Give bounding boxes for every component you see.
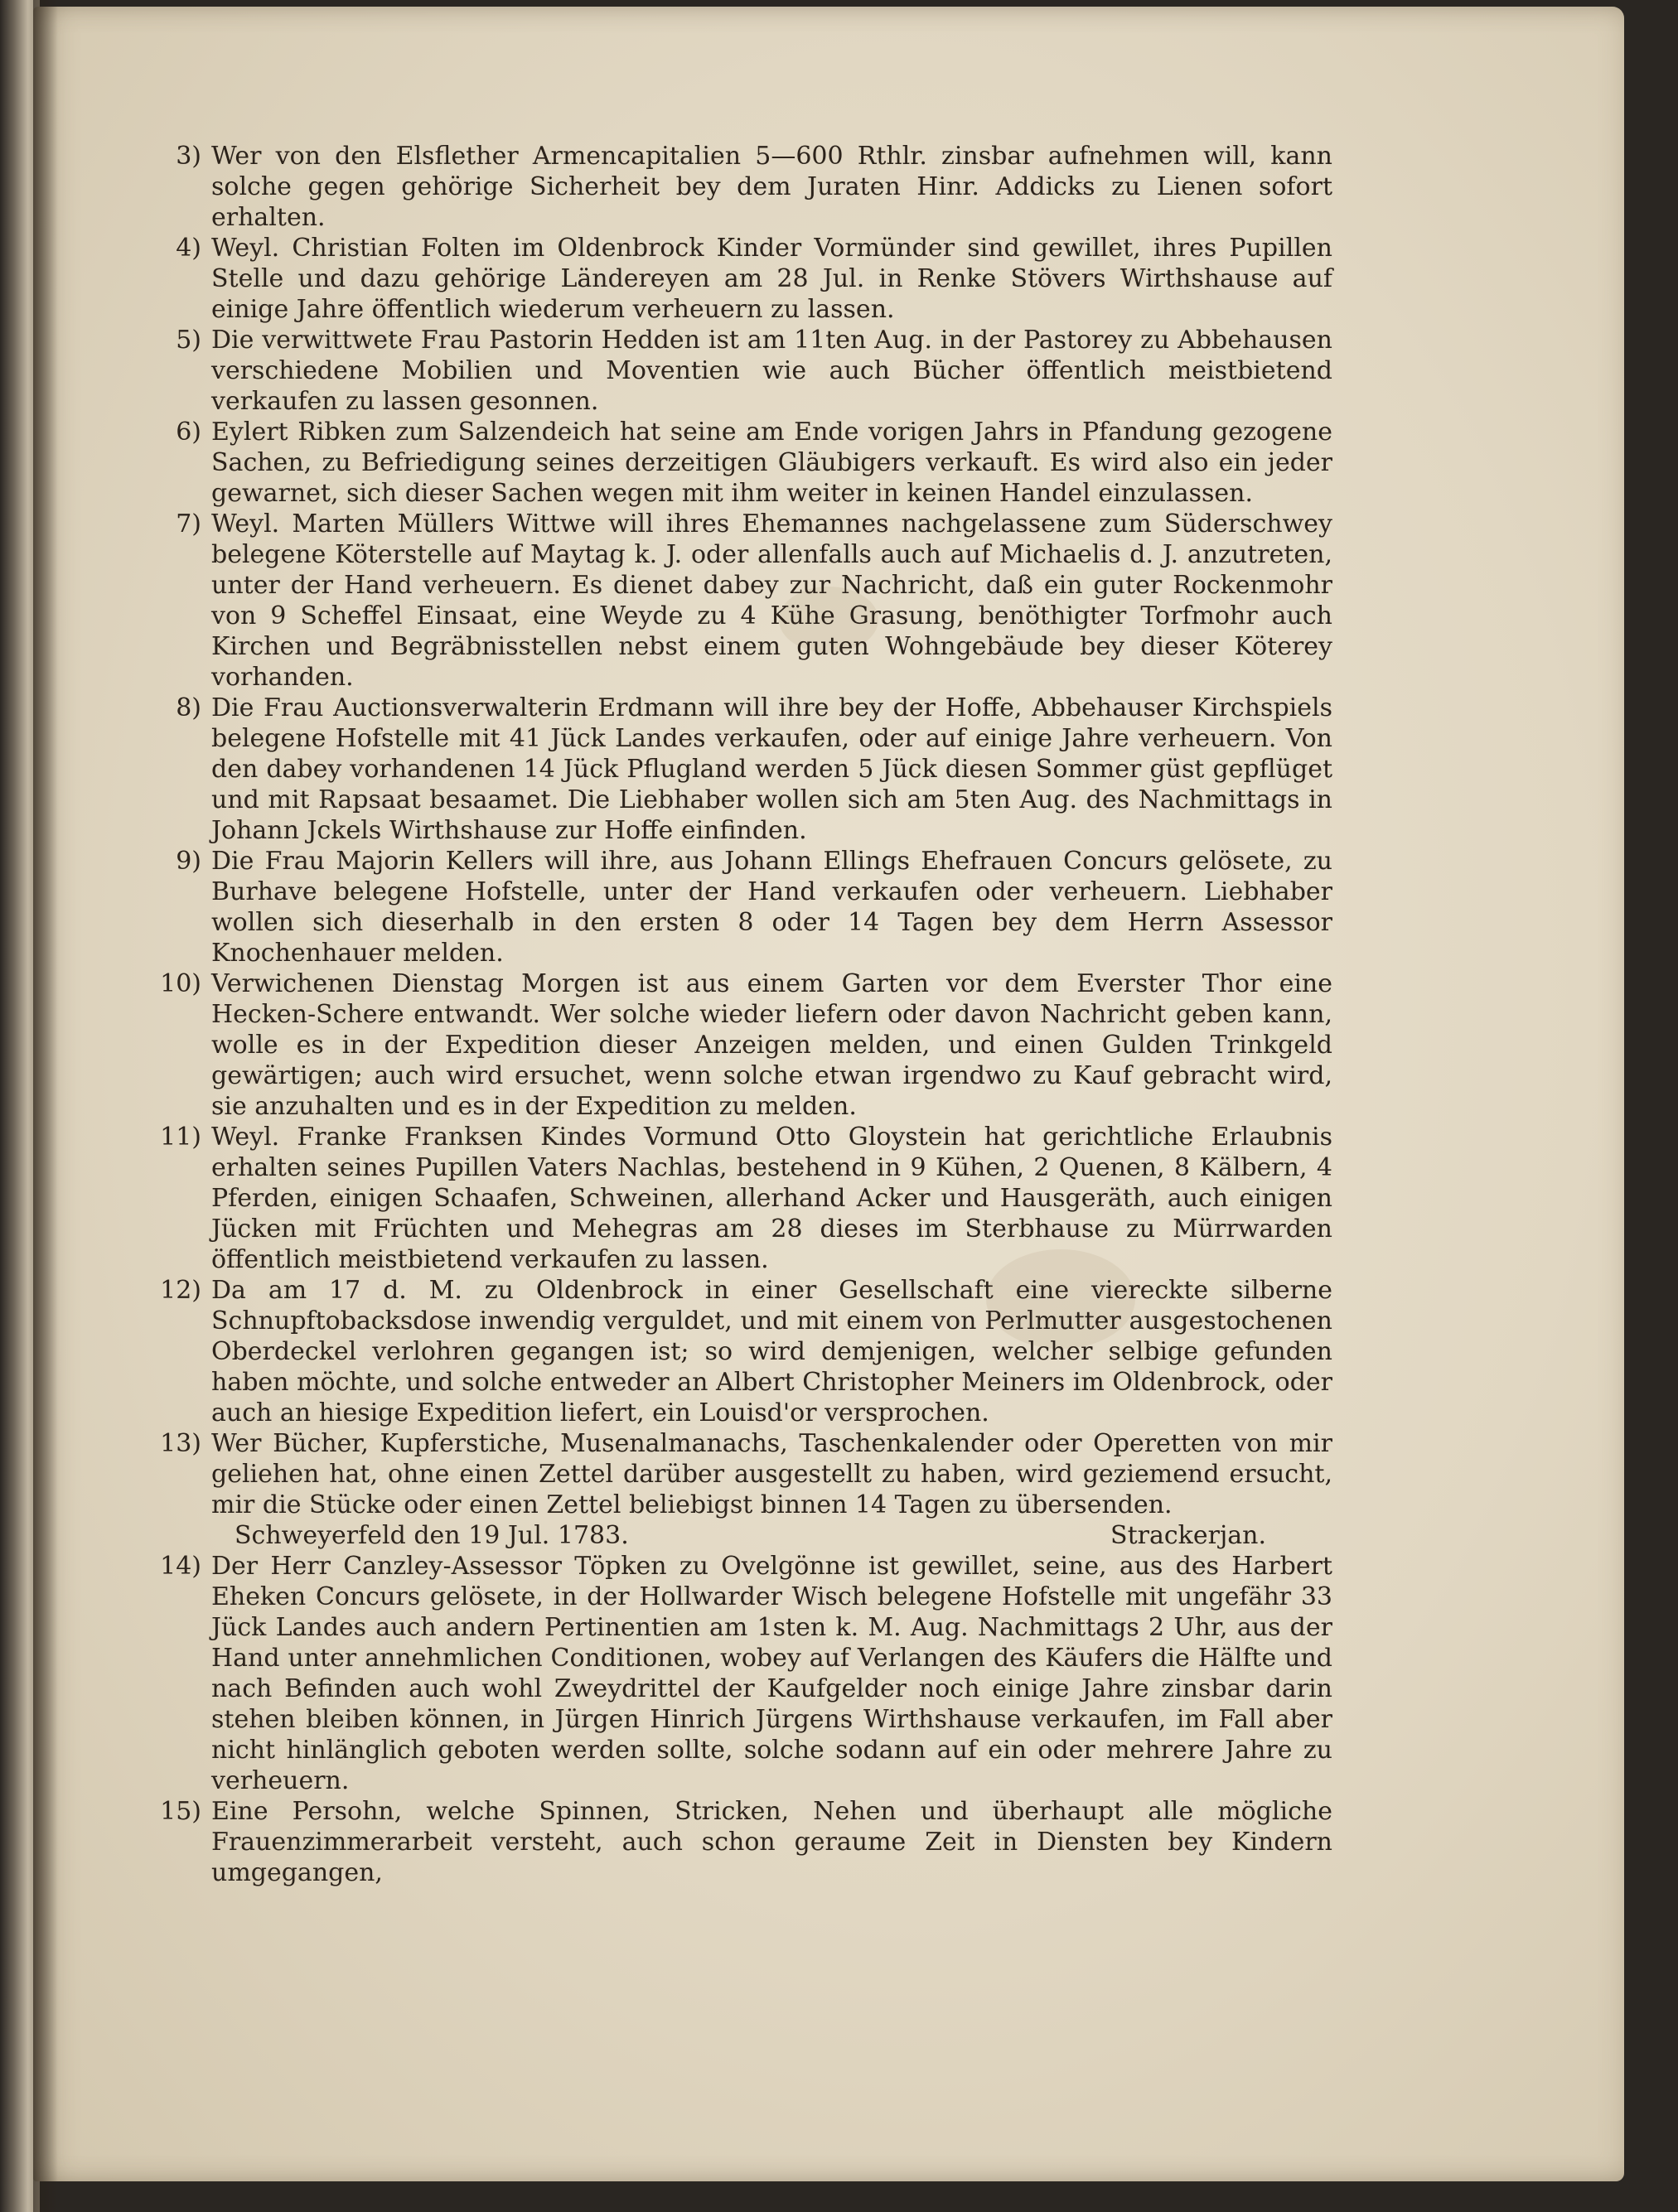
item-number: 15)	[160, 1797, 201, 1826]
notice-item-12	[156, 1275, 1332, 1428]
item-number: 7)	[176, 510, 201, 539]
item-text: Der Herr Canzley-Assessor Töpken zu Ovelgönne ist gewillet, seine, aus des Harbert Eheken Concurs gelösete, in der Hollwarder Wisch belegene Hofstelle mit ungefähr 33 Jück Landes auch andern Pertinentien am 1sten k. M. Aug. Nachmittags 2 Uhr, aus der Hand unter annehmlichen Conditionen, wobey auf Verlangen des Käufers die Hälfte und nach Befinden auch wohl Zweydrittel der Kaufgelder noch einige Jahre zinsbar darin stehen bleiben können, in Jürgen Hinrich Jürgens Wirthshause verkaufen, im Fall aber nicht hinlänglich geboten werden sollte, solche sodann auf ein oder mehrere Jahre zu verheuern.	[211, 1552, 1332, 1795]
book-spine-shadow	[33, 0, 58, 2212]
item-text: Weyl. Franke Franksen Kindes Vormund Otto Gloystein hat gerichtliche Erlaubnis erhalten seines Pupillen Vaters Nachlas, bestehend in 9 Kühen, 2 Quenen, 8 Kälbern, 4 Pferden, einigen Schaafen, Schweinen, allerhand Acker und Hausgeräth, auch einigen Jücken mit Früchten und Mehegras am 28 dieses im Sterbhause zu Mürrwarden öffentlich meistbietend verkaufen zu lassen.	[211, 1123, 1332, 1274]
item-number: 12)	[160, 1276, 201, 1305]
item-text: Eylert Ribken zum Salzendeich hat seine am Ende vorigen Jahrs in Pfandung gezogene Sachen, zu Befriedigung seines derzeitigen Gläubigers verkauft. Es wird also ein jeder gewarnet, sich dieser Sachen wegen mit ihm weiter in keinen Handel einzulassen.	[211, 418, 1332, 508]
item-text: Weyl. Christian Folten im Oldenbrock Kinder Vormünder sind gewillet, ihres Pupillen Stelle und dazu gehörige Ländereyen am 28 Jul. in Renke Stövers Wirthshause auf einige Jahre öffentlich wiederum verheuern zu lassen.	[211, 234, 1332, 324]
notice-list	[156, 141, 1332, 1888]
item-number: 6)	[176, 418, 201, 447]
item-text: Wer Bücher, Kupferstiche, Musenalmanachs, Taschenkalender oder Operetten von mir geliehen hat, ohne einen Zettel darüber ausgestellt zu haben, wird geziemend ersucht, mir die Stücke oder einen Zettel beliebigst binnen 14 Tagen zu übersenden.	[211, 1429, 1332, 1519]
notice-item-5	[156, 325, 1332, 417]
item-number: 13)	[160, 1429, 201, 1458]
signature-name: Strackerjan.	[1110, 1521, 1266, 1550]
item-text: Wer von den Elsflether Armencapitalien 5—600 Rthlr. zinsbar aufnehmen will, kann solche gegen gehörige Sicherheit bey dem Juraten Hinr. Addicks zu Lienen sofort erhalten.	[211, 142, 1332, 232]
notice-item-9	[156, 846, 1332, 968]
item-number: 14)	[160, 1552, 201, 1581]
notice-item-8	[156, 693, 1332, 846]
notice-item-14	[156, 1551, 1332, 1796]
item-number: 11)	[160, 1123, 201, 1152]
item-text: Da am 17 d. M. zu Oldenbrock in einer Gesellschaft eine viereckte silberne Schnupftobacksdose inwendig verguldet, und mit einem von Perlmutter ausgestochenen Oberdeckel verlohren gegangen ist; so wird demjenigen, welcher selbige gefunden haben möchte, und solche entweder an Albert Christopher Meiners im Oldenbrock, oder auch an hiesige Expedition liefert, ein Louisd'or versprochen.	[211, 1276, 1332, 1427]
signature-place-date: Schweyerfeld den 19 Jul. 1783.	[235, 1521, 629, 1550]
item-text: Weyl. Marten Müllers Wittwe will ihres Ehemannes nachgelassene zum Süderschwey belegene Köterstelle auf Maytag k. J. oder allenfalls auch auf Michaelis d. J. anzutreten, unter der Hand verheuern. Es dienet dabey zur Nachricht, daß ein guter Rockenmohr von 9 Scheffel Einsaat, eine Weyde zu 4 Kühe Grasung, benöthigter Torfmohr auch Kirchen und Begräbnisstellen nebst einem guten Wohngebäude bey dieser Köterey vorhanden.	[211, 510, 1332, 692]
notice-item-7	[156, 509, 1332, 693]
item-number: 4)	[176, 234, 201, 263]
item-text: Eine Persohn, welche Spinnen, Stricken, Nehen und überhaupt alle mögliche Frauenzimmerarbeit versteht, auch schon geraume Zeit in Diensten bey Kindern umgegangen,	[211, 1797, 1332, 1887]
item-number: 8)	[176, 693, 201, 722]
notice-item-13	[156, 1428, 1332, 1520]
item-text: Die verwittwete Frau Pastorin Hedden ist am 11ten Aug. in der Pastorey zu Abbehausen verschiedene Mobilien und Moventien wie auch Bücher öffentlich meistbietend verkaufen zu lassen gesonnen.	[211, 326, 1332, 416]
item-text: Verwichenen Dienstag Morgen ist aus einem Garten vor dem Everster Thor eine Hecken-Schere entwandt. Wer solche wieder liefern oder davon Nachricht geben kann, wolle es in der Expedition dieser Anzeigen melden, und einen Gulden Trinkgeld gewärtigen; auch wird ersuchet, wenn solche etwan irgendwo zu Kauf gebracht wird, sie anzuhalten und es in der Expedition zu melden.	[211, 969, 1332, 1121]
item-number: 5)	[176, 326, 201, 355]
notice-item-11	[156, 1122, 1332, 1275]
item-text: Die Frau Auctionsverwalterin Erdmann will ihre bey der Hoffe, Abbehauser Kirchspiels belegene Hofstelle mit 41 Jück Landes verkaufen, oder auf einige Jahre verheuern. Von den dabey vorhandenen 14 Jück Pflugland werden 5 Jück diesen Sommer güst gepflüget und mit Rapsaat besaamet. Die Liebhaber wollen sich am 5ten Aug. des Nachmittags in Johann Jckels Wirthshause zur Hoffe einfinden.	[211, 693, 1332, 845]
notice-item-6	[156, 417, 1332, 509]
notice-item-3	[156, 141, 1332, 233]
notice-item-4	[156, 233, 1332, 325]
notice-item-15	[156, 1796, 1332, 1888]
notice-item-10	[156, 968, 1332, 1122]
item-number: 10)	[160, 969, 201, 998]
item-number: 9)	[176, 847, 201, 876]
signature-line	[156, 1520, 1332, 1551]
item-text: Die Frau Majorin Kellers will ihre, aus Johann Ellings Ehefrauen Concurs gelösete, zu Burhave belegene Hofstelle, unter der Hand verkaufen oder verheuern. Liebhaber wollen sich dieserhalb in den ersten 8 oder 14 Tagen bey dem Herrn Assessor Knochenhauer melden.	[211, 847, 1332, 968]
item-number: 3)	[176, 142, 201, 171]
